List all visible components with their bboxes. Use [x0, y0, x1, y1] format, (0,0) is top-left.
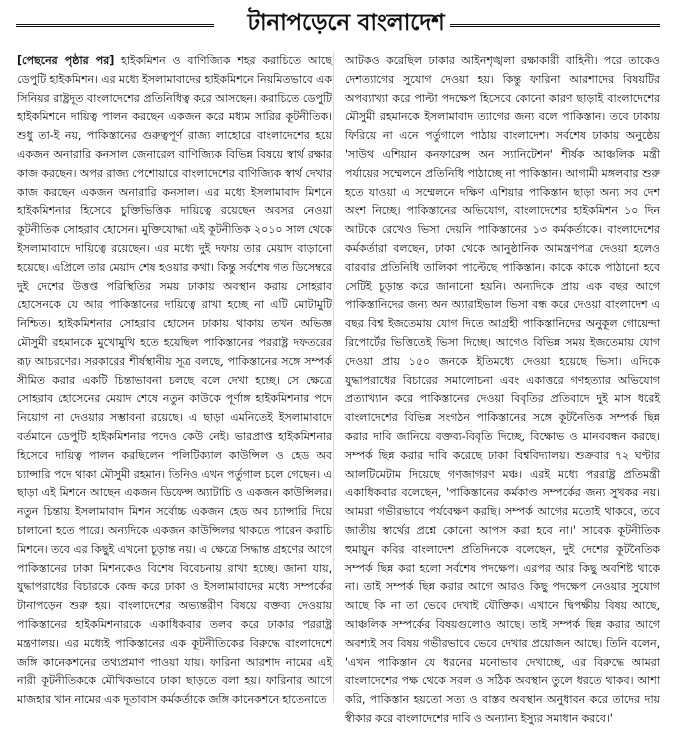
left-column-text: হাইকমিশন ও বাণিজ্যিক শহর করাচিতে আছে ডেপুটি হাইকমিশন। এর মধ্যে ইসলামাবাদের হাইকমিশনে নিয়মিতভাবে এক সিনিয়র রাষ্ট্রদূত বাংলাদেশের প্রতিনিধিত্ব করে আসছেন। করাচিতে ডেপুটি হাইকমিশনে দায়িত্ব পালন করছেন একজন করে মধ্যম সারির কূটনীতিক। শুধু তা-ই নয়, পাকিস্তানের গুরুত্বপূর্ণ রাজ্য লাহোরে বাংলাদেশের হয়ে একজন অনারারি কনসাল জেনারেল বাণিজ্যিক বিভিন্ন বিষয়ে স্বার্থ রক্ষার কাজ করছেন। অপর রাজ্য পেশোয়ারে বাংলাদেশের বাণিজ্যিক স্বার্থ দেখার কাজ করছেন একজন অনারারি কনসাল। এর মধ্যে ইসলামাবাদ মিশনে হাইকমিশনার হিসেবে চুক্তিভিত্তিক দায়িত্বে রয়েছেন অবসর নেওয়া কূটনীতিক সোহরাব হোসেন। মুক্তিযোদ্ধা এই কূটনীতিক ২০১০ সাল থেকে ইসলামাবাদে দায়িত্বে রয়েছেন। এর মধ্যে দুই দফায় তার মেয়াদ বাড়ানো হয়েছে। এপ্রিলে তার মেয়াদ শেষ হওয়ার কথা। কিন্তু সর্বশেষ গত ডিসেম্বরে দুই দেশের উত্তপ্ত পরিস্থিতির সময় ঢাকায় অবস্থান করায় সোহরাব হোসেনকে যে আর পাকিস্তানের দায়িত্বে রাখা হচ্ছে না এটি মোটামুটি নিশ্চিত। হাইকমিশনার সোহরাব হোসেন ঢাকায় থাকায় তখন অভিজ্ঞ মৌসুমী রহমানকে মুখোমুখি হতে হয়েছিল পাকিস্তানের পররাষ্ট্র দফতরের রূঢ় আচরণের। সরকারের শীর্ষস্থানীয় সূত্র বলছে, পাকিস্তানের সঙ্গে সম্পর্ক সীমিত করার একটি চিন্তাভাবনা চলছে বলে দেখা হচ্ছে। সে ক্ষেত্রে সোহরাব হোসেনের মেয়াদ শেষে নতুন কাউকে পূর্ণাঙ্গ হাইকমিশনার পদে নিয়োগ না দেওয়ার সম্ভাবনা রয়েছে। এ ছাড়া এমনিতেই ইসলামাবাদে বর্তমানে ডেপুটি হাইকমিশনার পদেও কেউ নেই। ভারপ্রাপ্ত হাইকমিশনার হিসেবে দায়িত্ব পালন করছিলেন পলিটিক্যাল কাউন্সিল ও হেড অব চ্যান্সারি পদে থাকা মৌসুমী রহমান। তিনিও এখন পর্তুগাল চলে গেছেন। এ ছাড়া এই মিশনে আছেন একজন ডিফেন্স অ্যাটাচি ও একজন কাউন্সিলর। নতুন চিন্তায় ইসলামাবাদ মিশন সর্বোচ্চ একজন হেড অব চ্যান্সারি দিয়ে চালানো হতে পারে। অন্যদিকে একজন কাউন্সিলর থাকতে পারেন করাচি মিশনে। তবে এর কিছুই এখনো চূড়ান্ত নয়। এ ক্ষেত্রে সিদ্ধান্ত গ্রহণের আগে পাকিস্তানের ঢাকা মিশনকেও বিশেষ বিবেচনায় রাখা হচ্ছে। জানা যায়, যুদ্ধাপরাধের বিচারকে কেন্দ্র করে ঢাকা ও ইসলামাবাদের মধ্যে সম্পর্কের টানাপড়েন শুরু হয়। বাংলাদেশের অভ্যন্তরীণ বিষয়ে বক্তব্য দেওয়ায় পাকিস্তানের হাইকমিশনারকে একাধিকবার তলব করে ঢাকার পররাষ্ট্র মন্ত্রণালয়। এর মধ্যেই পাকিস্তানের এক কূটনীতিকের বিরুদ্ধে বাংলাদেশে জঙ্গি কানেকশনের তথ্যপ্রমাণ পাওয়া যায়। ফারিনা আরশাদ নামের এই নারী কূটনীতিককে মৌখিকভাবে ঢাকা ছাড়তে বলা হয়। ফারিনার আগে মাজহার খান নামের এক দূতাবাস কর্মকর্তাকে জঙ্গি কানেকশনে হাতেনাতে — [17, 54, 332, 707]
left-column-paragraph — [17, 52, 332, 710]
article-column-right — [345, 52, 661, 725]
headline-area — [16, 8, 660, 42]
headline-rule-left — [16, 24, 214, 27]
page-headline: টানাপড়েনে বাংলাদেশ — [247, 10, 445, 36]
column-divider — [333, 52, 334, 702]
continuation-tag: [পেছনের পৃষ্ঠার পর] — [17, 54, 115, 67]
headline-rule-right — [450, 24, 660, 27]
right-column-text: আটকও করেছিল ঢাকার আইনশৃঙ্খলা রক্ষাকারী বাহিনী। পরে তাকেও দেশত্যাগের সুযোগ দেওয়া হয়। কিন্তু ফারিনা আরশাদের বিষয়টির অপব্যাখ্যা করে পাল্টা পদক্ষেপ হিসেবে কোনো কারণ ছাড়াই বাংলাদেশের মৌসুমী রহমানকে ইসলামাবাদ ত্যাগের জন্য বলে পাকিস্তান। তবে ঢাকায় ফিরিয়ে না এনে পর্তুগালে পাঠায় বাংলাদেশ। সর্বশেষ ঢাকায় অনুষ্ঠেয় 'সাউথ এশিয়ান কনফারেন্স অন স্যানিটেশন' শীর্ষক আঞ্চলিক মন্ত্রী পর্যায়ের সম্মেলনে প্রতিনিধি পাঠাচ্ছে না পাকিস্তান। আগামী মঙ্গলবার শুরু হতে যাওয়া এ সম্মেলনে দক্ষিণ এশিয়ার পাকিস্তান ছাড়া অন্য সব দেশ অংশ নিচ্ছে। পাকিস্তানের অভিযোগ, বাংলাদেশের হাইকমিশন ১০ দিন আটকে রেখেও ভিসা দেয়নি পাকিস্তানের ১৩ কর্মকর্তাকে। বাংলাদেশের কর্মকর্তারা বলছেন, ঢাকা থেকে আনুষ্ঠানিক আমন্ত্রণপত্র দেওয়া হলেও বারবার প্রতিনিধি তালিকা পাল্টেছে পাকিস্তান। কাকে কাকে পাঠানো হবে সেটিই চূড়ান্ত করে জানানো হয়নি। অন্যদিকে প্রায় এক বছর আগে পাকিস্তানিদের জন্য অন অ্যারাইভাল ভিসা বন্ধ করে দেওয়া বাংলাদেশ এ বছর বিশ্ব ইজতেমায় যোগ দিতে আগ্রহী পাকিস্তানিদের অনুকূল গোয়েন্দা রিপোর্টের ভিত্তিতেই ভিসা দিচ্ছে। আগেও বিভিন্ন সময় ইজতেমায় যোগ দেওয়া প্রায় ১৫০ জনকে ইতিমধ্যে দেওয়া হয়েছে ভিসা। এদিকে যুদ্ধাপরাধের বিচারের সমালোচনা এবং একাত্তরে গণহত্যার অভিযোগ প্রত্যাখ্যান করে পাকিস্তানের দেওয়া বিবৃতির প্রতিবাদে দুই মাস ধরেই বাংলাদেশের বিভিন্ন সংগঠন পাকিস্তানের সঙ্গে কূটনৈতিক সম্পর্ক ছিন্ন করার দাবি জানিয়ে বক্তব্য-বিবৃতি দিচ্ছে, বিক্ষোভ ও মানববন্ধন করছে। সম্পর্ক ছিন্ন করার দাবি করেছে ঢাকা বিশ্ববিদ্যালয়। শুক্রবার ৭২ ঘণ্টার আলটিমেটাম দিয়েছে গণজাগরণ মঞ্চ। এরই মধ্যে পররাষ্ট্র প্রতিমন্ত্রী একাধিকবার বলেছেন, 'পাকিস্তানের কর্মকাণ্ড সম্পর্কের জন্য সুখকর নয়। আমরা গভীরভাবে পর্যবেক্ষণ করছি। সম্পর্ক আগের মতোই থাকবে, তবে জাতীয় স্বার্থের প্রশ্নে কোনো আপস করা হবে না।' সাবেক কূটনীতিক হুমায়ুন কবির বাংলাদেশ প্রতিদিনকে বলেছেন, দুই দেশের কূটনৈতিক সম্পর্ক ছিন্ন করা হলো সর্বশেষ পদক্ষেপ। এরপর আর কিছু অবশিষ্ট থাকে না। তাই সম্পর্ক ছিন্ন করার আগে আরও কিছু পদক্ষেপ নেওয়ার সুযোগ আছে কি না তা ভেবে দেখাই যৌক্তিক। এখানে দ্বিপক্ষীয় বিষয় আছে, আঞ্চলিক সম্পর্কের বিষয়গুলোও আছে। তাই সম্পর্ক ছিন্ন করার আগে অবশ্যই সব বিষয় গভীরভাবে ভেবে দেখার প্রয়োজন আছে। তিনি বলেন, 'এখন পাকিস্তান যে ধরনের মনোভাব দেখাচ্ছে, এর বিরুদ্ধে আমরা বাংলাদেশের পক্ষ থেকে সবল ও সঠিক অবস্থান তুলে ধরতে থাকব। আশা করি, পাকিস্তান হয়তো সত্য ও বাস্তব অবস্থান অনুধাবন করে তাদের দায় স্বীকার করে বাংলাদেশের দাবি ও অন্যান্য ইস্যুর সমাধান করবে।' — [345, 54, 661, 725]
article-column-left — [17, 52, 332, 707]
right-column-paragraph — [345, 52, 660, 729]
